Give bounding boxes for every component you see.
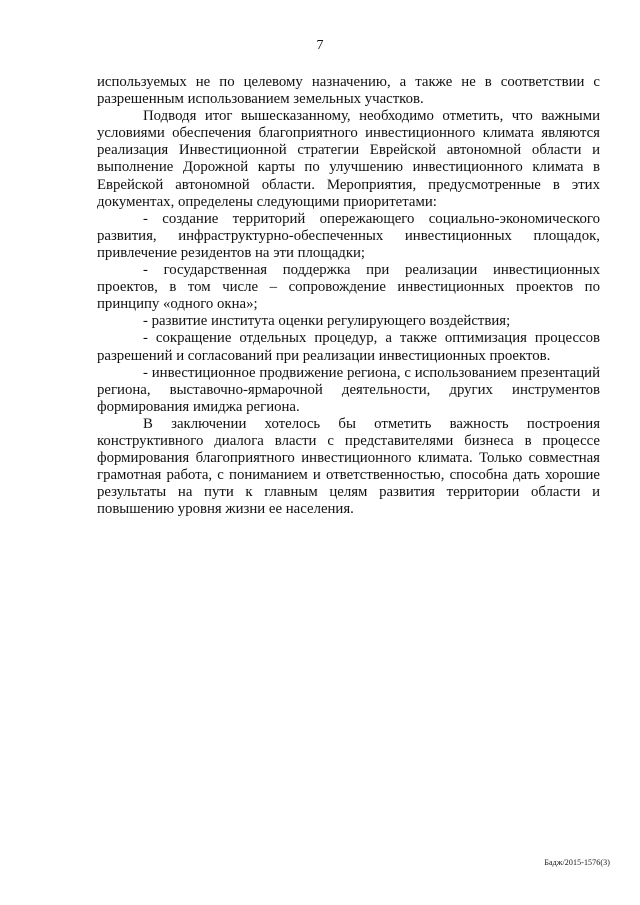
document-body bbox=[97, 74, 600, 518]
list-item-priority-4: - сокращение отдельных процедур, а также оптимизация процессов разрешений и согласований при реализации инвестиционных проектов. bbox=[97, 330, 600, 364]
list-item-priority-1: - создание территорий опережающего социально-экономического развития, инфраструктурно-обеспеченных инвестиционных площадок, привлечение резидентов на эти площадки; bbox=[97, 210, 600, 261]
list-item-priority-3: - развитие института оценки регулирующего воздействия; bbox=[143, 313, 511, 330]
footer-document-code: Бадж/2015-1576(3) bbox=[544, 858, 610, 867]
paragraph-conclusion: В заключении хотелось бы отметить важность построения конструктивного диалога власти с представителями бизнеса в процессе формирования благоприятного инвестиционного климата. Только совместная грамотная работа, с пониманием и ответственностью, способна дать хорошие результаты на пути к главным целям развития территории области и повышению уровня жизни ее населения. bbox=[97, 415, 600, 518]
page-number: 7 bbox=[316, 38, 324, 53]
paragraph-2: Подводя итог вышесказанному, необходимо отметить, что важными условиями обеспечения благоприятного инвестиционного климата являются реализация Инвестиционной стратегии Еврейской автономной области и выполнение Дорожной карты по улучшению инвестиционного климата в Еврейской автономной области. Мероприятия, предусмотренные в этих документах, определены следующими приоритетами: bbox=[97, 108, 600, 210]
paragraph-1: используемых не по целевому назначению, а также не в соответствии с разрешенным использованием земельных участков. bbox=[97, 74, 600, 108]
list-item-priority-5: - инвестиционное продвижение региона, с использованием презентаций региона, выставочно-ярмарочной деятельности, других инструментов формирования имиджа региона. bbox=[97, 364, 600, 415]
list-item-priority-2: - государственная поддержка при реализации инвестиционных проектов, в том числе – сопровождение инвестиционных проектов по принципу «одного окна»; bbox=[97, 262, 600, 313]
